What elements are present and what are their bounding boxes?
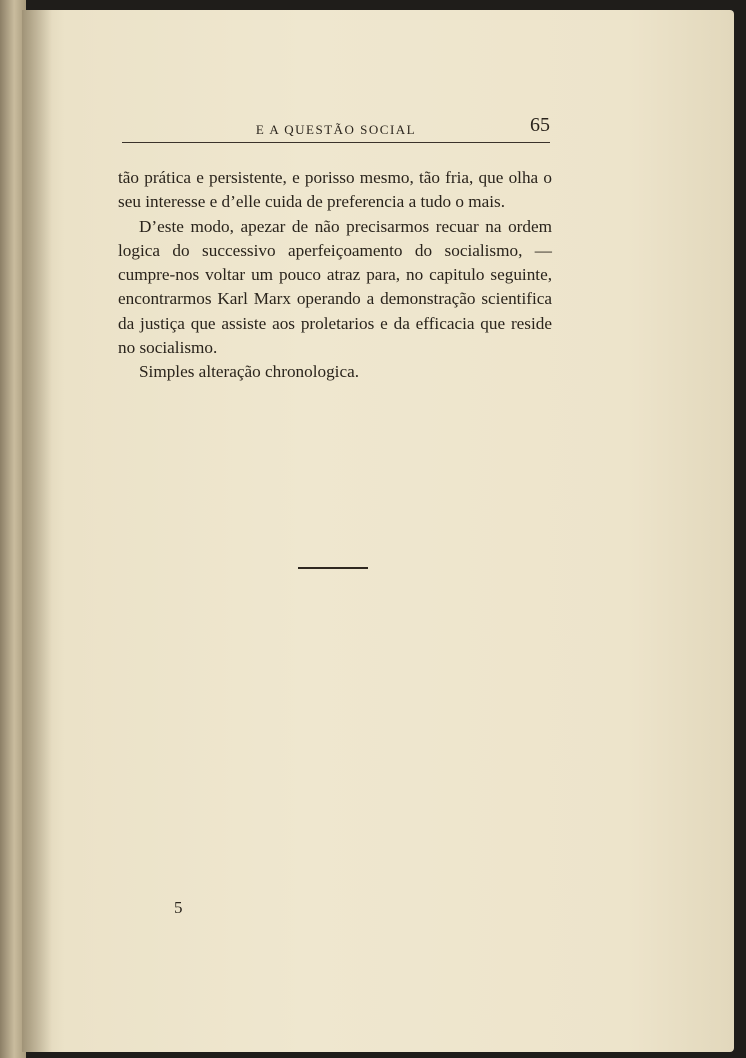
body-text [118, 166, 552, 385]
paragraph-continued: tão prática e persistente, e porisso mesmo, tão fria, que olha o seu interesse e d’elle cuida de preferencia a tudo o mais. [118, 168, 552, 212]
paragraph: D’este modo, apezar de não precisarmos recuar na ordem logica do successivo aperfeiçoamento do socialismo, — cumpre-nos voltar um pouco atraz para, no capitulo seguinte, encontrarmos Karl Marx operando a demonstração scientifica da justiça que assiste aos proletarios e da efficacia que reside no socialismo. [118, 216, 552, 358]
section-separator-rule [298, 567, 368, 569]
paragraph-closing: Simples alteração chronologica. [139, 362, 360, 382]
book-page [22, 10, 734, 1052]
page-number: 65 [530, 114, 550, 136]
header-rule [122, 142, 550, 143]
signature-mark: 5 [174, 898, 183, 917]
running-head: E A QUESTÃO SOCIAL [255, 122, 417, 137]
page-gutter-shadow [22, 10, 52, 1052]
page-header [122, 112, 550, 142]
